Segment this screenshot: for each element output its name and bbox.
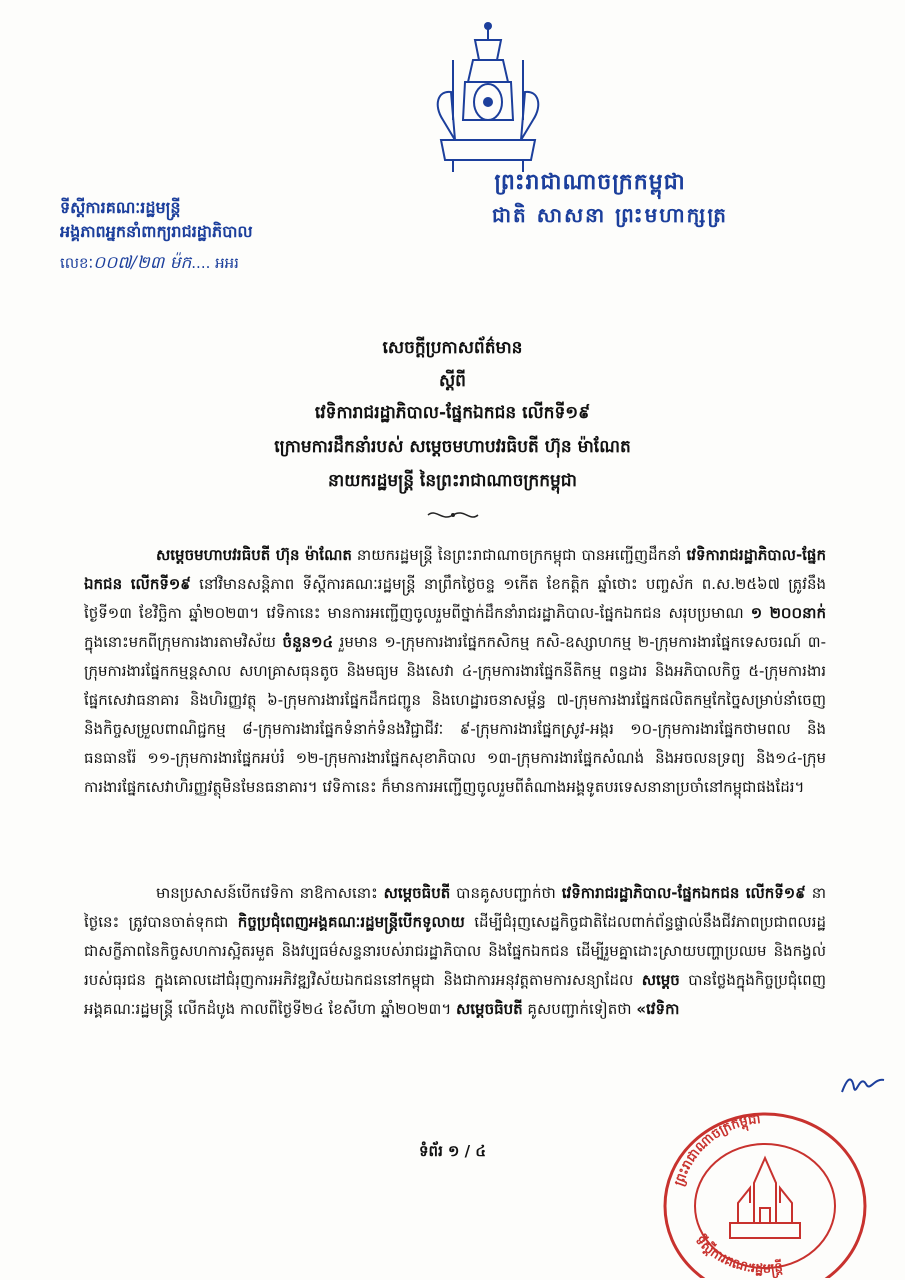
p2-run-2: បានគូសបញ្ជាក់ថា <box>450 884 562 902</box>
office-line-2: អង្គភាពអ្នកនាំពាក្យរាជរដ្ឋាភិបាល <box>60 222 253 241</box>
seal-text-top: ព្រះរាជាណាចក្រកម្ពុជា <box>671 1111 762 1189</box>
body-paragraph-2 <box>84 879 826 1024</box>
doc-subtitle-position: នាយករដ្ឋមន្ត្រី នៃព្រះរាជាណាចក្រកម្ពុជា <box>328 471 577 491</box>
p2-run-0: មានប្រសាសន៍បើកវេទិកា នាឱកាសនោះ <box>156 884 384 902</box>
ref-label: លេខៈ <box>60 254 94 272</box>
p2-run-3: វេទិការាជរដ្ឋាភិបាល-ផ្នែកឯកជន លើកទី១៩ <box>561 884 806 902</box>
ref-suffix: .... អអរ <box>191 254 239 272</box>
doc-subtitle-leadership: ក្រោមការដឹកនាំរបស់ សម្តេចមហាបវរធិបតី ហ៊ុន ម៉ាណែត <box>274 437 631 457</box>
p1-run-3: នៅវិមានសន្តិភាព ទីស្តីការគណៈរដ្ឋមន្ត្រី នាព្រឹកថ្ងៃចន្ទ ១កើត ខែកត្តិក ឆ្នាំថោះ បញ្ចស័ក ព.ស.២៥៦៧ ត្រូវនឹងថ្ងៃទី១៣ ខែវិច្ឆិកា ឆ្នាំ២០២៣។ វេទិកានេះ មានការអញ្ជើញចូលរួមពីថ្នាក់ដឹកនាំរាជរដ្ឋាភិបាល-ផ្នែកឯកជន សរុបប្រមាណ <box>84 575 826 622</box>
body-paragraph-1 <box>84 541 826 802</box>
p2-run-8: បានថ្លែងក្នុងកិច្ចប្រជុំពេញអង្គគណៈរដ្ឋមន្ត្រី លើកដំបូង កាលពីថ្ងៃទី២៤ ខែសីហា ឆ្នាំ២០២៣។ <box>84 971 826 1018</box>
p2-run-6: ដើម្បីជំរុញសេដ្ឋកិច្ចជាតិដែលពាក់ព័ន្ធផ្ទាល់នឹងជីវភាពប្រជាពលរដ្ឋ ជាសក្ខីភាពនៃកិច្ចសហការស្អិតរមួត និងវប្បធម៌សន្ទនារបស់រាជរដ្ឋាភិបាល និងផ្នែកឯកជន ដើម្បីរួមគ្នាដោះស្រាយបញ្ហាប្រឈម និងកង្វល់របស់ធុរជន ក្នុងគោលដៅជំរុញការអភិវឌ្ឍវិស័យឯកជននៅកម្ពុជា និងជាការអនុវត្តតាមការសន្យាដែល <box>84 913 826 989</box>
p2-run-7: សម្តេច <box>641 971 680 989</box>
p2-run-1: សម្តេចធិបតី <box>383 884 451 902</box>
p1-run-2: វេទិការាជរដ្ឋាភិបាល-ផ្នែកឯកជន លើកទី១៩ <box>84 546 826 593</box>
p1-run-5: ក្នុងនោះមកពីក្រុមការងារតាមវិស័យ <box>84 633 283 651</box>
p1-run-4: ១ ២០០នាក់ <box>750 604 826 622</box>
p2-run-11: «វេទិកា <box>636 1000 680 1018</box>
p1-run-7: រួមមាន ១-ក្រុមការងារផ្នែកកសិកម្ម កសិ-ឧស្សាហកម្ម ២-ក្រុមការងារផ្នែកទេសចរណ៍ ៣-ក្រុមការងារផ្នែកកម្មន្តសាល សហគ្រាសធុនតូច និងមធ្យម និងសេវា ៤-ក្រុមការងារផ្នែកនីតិកម្ម ពន្ធដារ និងអភិបាលកិច្ច ៥-ក្រុមការងារផ្នែកសេវាធនាគារ និងហិរញ្ញវត្ថុ ៦-ក្រុមការងារផ្នែកដឹកជញ្ជូន និងហេដ្ឋារចនាសម្ព័ន្ធ ៧-ក្រុមការងារផ្នែកផលិតកម្មកែច្នៃសម្រាប់នាំចេញ និងកិច្ចសម្រួលពាណិជ្ជកម្ម ៨-ក្រុមការងារផ្នែកទំនាក់ទំនងវិជ្ជាជីវៈ ៩-ក្រុមការងារផ្នែកស្រូវ-អង្ករ ១០-ក្រុមការងារផ្នែកថាមពល និងធនធានរ៉ែ ១១-ក្រុមការងារផ្នែកអប់រំ ១២-ក្រុមការងារផ្នែកសុខាភិបាល ១៣-ក្រុមការងារផ្នែកសំណង់ និងអចលនទ្រព្យ និង១៤-ក្រុមការងារផ្នែកសេវាហិរញ្ញវត្ថុមិនមែនធនាគារ។ វេទិកានេះ ក៏មានការអញ្ជើញចូលរួមពីតំណាងអង្គទូតបរទេសនានាប្រចាំនៅកម្ពុជាផងដែរ។ <box>84 633 826 796</box>
issuing-office <box>60 196 360 244</box>
p1-run-1: នាយករដ្ឋមន្ត្រី នៃព្រះរាជាណាចក្រកម្ពុជា បានអញ្ជើញដឹកនាំ <box>351 546 687 564</box>
p2-run-4: នាថ្ងៃនេះ ត្រូវបានចាត់ទុកជា <box>84 884 826 931</box>
national-motto: ជាតិ សាសនា ព្រះមហាក្សត្រ <box>492 203 728 227</box>
royal-emblem-icon <box>413 20 563 185</box>
office-line-1: ទីស្តីការគណៈរដ្ឋមន្ត្រី <box>60 198 181 217</box>
seal-text-bottom: ទីស្តីការគណៈរដ្ឋមន្ត្រី <box>691 1233 784 1277</box>
p2-run-10: គូសបញ្ជាក់ទៀតថា <box>522 1000 637 1018</box>
p1-run-6: ចំនួន១៤ <box>282 633 334 651</box>
official-seal-icon <box>650 1088 880 1278</box>
kingdom-name: ព្រះរាជាណាចក្រកម្ពុជា <box>494 170 686 195</box>
doc-title: សេចក្តីប្រកាសព័ត៌មាន <box>382 338 523 358</box>
doc-subtitle-event: វេទិការាជរដ្ឋាភិបាល-ផ្នែកឯកជន លើកទី១៩ <box>314 403 591 423</box>
reference-number <box>60 252 360 277</box>
page-number: ទំព័រ ១ / ៤ <box>419 1142 486 1160</box>
divider-ornament-icon <box>426 508 480 522</box>
p2-run-5: កិច្ចប្រជុំពេញអង្គគណៈរដ្ឋមន្ត្រីបើកទូលាយ <box>237 913 465 931</box>
doc-subtitle-about: ស្តីពី <box>439 371 466 391</box>
ref-handwritten: ០០៧/២៣ ម៉ក <box>93 253 192 273</box>
p2-run-9: សម្តេចធិបតី <box>456 1000 523 1018</box>
p1-run-0: សម្តេចមហាបវរធិបតី ហ៊ុន ម៉ាណែត <box>156 546 352 564</box>
